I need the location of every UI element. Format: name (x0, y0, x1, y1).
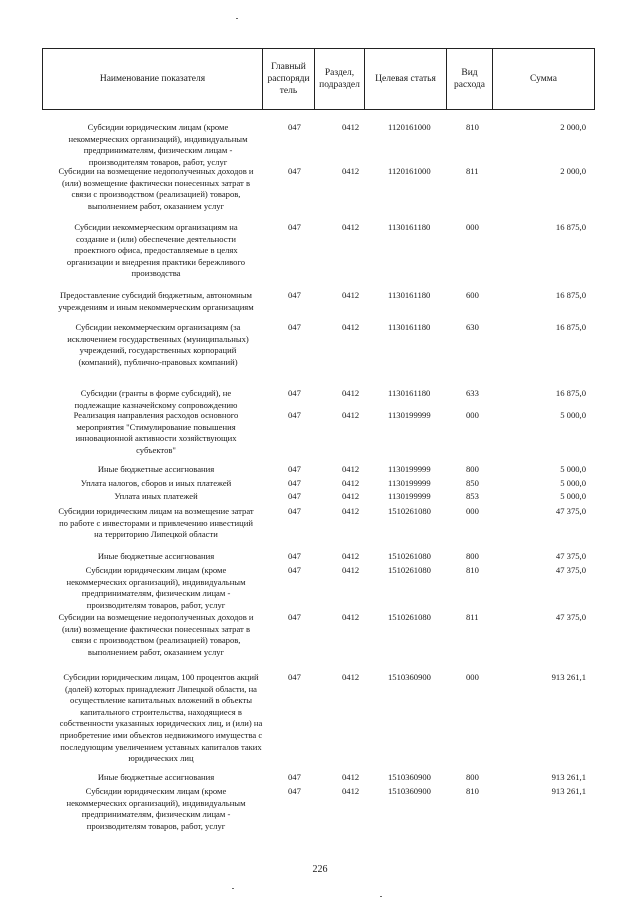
row-glav: 047 (288, 166, 301, 176)
row-glav: 047 (288, 506, 301, 516)
row-name: Субсидии юридическим лицам (кроме некоммерческих организаций), индивидуальным предпринимателям, физическим лицам - производителям товаров, работ, услуг (66, 786, 246, 831)
page-number: 226 (312, 864, 328, 875)
row-name: Субсидии некоммерческим организациям на создание и (или) обеспечение деятельности проектного офиса, предоставляемые в целях организации и внедрения практики бережливого производства (66, 222, 246, 279)
row-razdel: 0412 (342, 166, 360, 176)
row-glav: 047 (288, 672, 301, 682)
row-cel: 1510360900 (388, 786, 431, 796)
row-cel: 1130161180 (388, 222, 431, 232)
row-name: Иные бюджетные ассигнования (97, 551, 215, 561)
row-name: Субсидии юридическим лицам (кроме некоммерческих организаций), индивидуальным предпринимателям, физическим лицам - производителям товаров, работ, услуг (66, 565, 246, 610)
row-cel: 1510360900 (388, 772, 431, 782)
row-vid: 800 (466, 551, 479, 561)
header-glav: Главный распоряди тель (263, 49, 315, 110)
row-glav: 047 (288, 772, 301, 782)
row-name: Уплата налогов, сборов и иных платежей (80, 478, 232, 488)
row-glav: 047 (288, 322, 301, 332)
row-cel: 1130161180 (388, 322, 431, 332)
row-vid: 850 (466, 478, 479, 488)
scan-speck (380, 896, 382, 897)
row-summa: 47 375,0 (555, 551, 586, 561)
row-name: Уплата иных платежей (114, 491, 198, 501)
row-vid: 800 (466, 464, 479, 474)
row-name: Субсидии (гранты в форме субсидий), не подлежащие казначейскому сопровождению (74, 388, 238, 410)
row-summa: 2 000,0 (560, 122, 586, 132)
row-vid: 633 (466, 388, 479, 398)
row-vid: 000 (466, 222, 479, 232)
row-summa: 913 261,1 (551, 786, 586, 796)
row-summa: 5 000,0 (560, 464, 586, 474)
row-vid: 000 (466, 672, 479, 682)
row-cel: 1130199999 (388, 464, 431, 474)
row-summa: 5 000,0 (560, 478, 586, 488)
header-vid: Вид расхода (447, 49, 493, 110)
row-cel: 1120161000 (388, 122, 431, 132)
row-glav: 047 (288, 410, 301, 420)
row-glav: 047 (288, 388, 301, 398)
row-vid: 800 (466, 772, 479, 782)
scan-speck (236, 18, 238, 19)
row-summa: 47 375,0 (555, 612, 586, 622)
row-summa: 913 261,1 (551, 672, 586, 682)
row-glav: 047 (288, 290, 301, 300)
row-name: Субсидии юридическим лицам на возмещение затрат по работе с инвесторами и привлечению инвестиций на территорию Липецкой области (58, 506, 254, 540)
row-glav: 047 (288, 122, 301, 132)
row-glav: 047 (288, 222, 301, 232)
row-razdel: 0412 (342, 612, 360, 622)
row-vid: 000 (466, 506, 479, 516)
row-cel: 1130161180 (388, 290, 431, 300)
row-glav: 047 (288, 464, 301, 474)
row-razdel: 0412 (342, 786, 360, 796)
row-vid: 630 (466, 322, 479, 332)
row-summa: 16 875,0 (555, 222, 586, 232)
row-cel: 1120161000 (388, 166, 431, 176)
header-summa: Сумма (493, 49, 595, 110)
row-cel: 1510261080 (388, 551, 431, 561)
row-vid: 810 (466, 122, 479, 132)
row-summa: 47 375,0 (555, 565, 586, 575)
row-glav: 047 (288, 491, 301, 501)
row-razdel: 0412 (342, 290, 360, 300)
row-razdel: 0412 (342, 506, 360, 516)
row-cel: 1510261080 (388, 612, 431, 622)
row-name: Субсидии юридическим лицам, 100 процентов акций (долей) которых принадлежит Липецкой области, на осуществление капитальных вложений в объекты капитального строительства, находящиеся в собственности указанных юридических лиц, и (или) на приобретение ими объектов недвижимого имущества с последующим увеличением уставных капиталов таких юридических лиц (59, 672, 263, 764)
row-cel: 1130199999 (388, 410, 431, 420)
row-razdel: 0412 (342, 322, 360, 332)
row-glav: 047 (288, 565, 301, 575)
row-glav: 047 (288, 786, 301, 796)
row-vid: 811 (466, 612, 479, 622)
row-vid: 600 (466, 290, 479, 300)
row-vid: 853 (466, 491, 479, 501)
row-razdel: 0412 (342, 222, 360, 232)
row-razdel: 0412 (342, 772, 360, 782)
scan-speck (232, 888, 234, 889)
row-vid: 810 (466, 565, 479, 575)
header-cel: Целевая статья (365, 49, 447, 110)
row-razdel: 0412 (342, 388, 360, 398)
row-cel: 1130199999 (388, 478, 431, 488)
row-glav: 047 (288, 478, 301, 488)
row-razdel: 0412 (342, 478, 360, 488)
row-cel: 1130199999 (388, 491, 431, 501)
row-razdel: 0412 (342, 122, 360, 132)
row-summa: 5 000,0 (560, 491, 586, 501)
row-vid: 811 (466, 166, 479, 176)
row-name: Иные бюджетные ассигнования (97, 464, 215, 474)
row-summa: 913 261,1 (551, 772, 586, 782)
row-name: Субсидии юридическим лицам (кроме некоммерческих организаций), индивидуальным предпринимателям, физическим лицам - производителям товаров, работ, услуг (68, 122, 248, 167)
row-summa: 47 375,0 (555, 506, 586, 516)
row-name: Субсидии на возмещение недополученных доходов и (или) возмещение фактически понесенных затрат в связи с производством (реализацией) товаров, выполнением работ, оказанием услуг (58, 166, 254, 211)
row-razdel: 0412 (342, 464, 360, 474)
header-name: Наименование показателя (43, 49, 263, 110)
row-cel: 1130161180 (388, 388, 431, 398)
row-summa: 5 000,0 (560, 410, 586, 420)
row-razdel: 0412 (342, 672, 360, 682)
row-name: Предоставление субсидий бюджетным, автономным учреждениям и иным некоммерческим организациям (58, 290, 254, 312)
row-name: Субсидии некоммерческим организациям (за исключением государственных (муниципальных) учреждений, государственных корпораций (компаний), публично-правовых компаний) (67, 322, 249, 367)
row-name: Иные бюджетные ассигнования (97, 772, 215, 782)
row-summa: 2 000,0 (560, 166, 586, 176)
row-razdel: 0412 (342, 551, 360, 561)
row-cel: 1510261080 (388, 506, 431, 516)
row-razdel: 0412 (342, 565, 360, 575)
header-razdel: Раздел, подраздел (315, 49, 365, 110)
row-vid: 810 (466, 786, 479, 796)
row-name: Реализация направления расходов основного мероприятия "Стимулирование повышения инновационной активности хозяйствующих субъектов" (73, 410, 239, 455)
row-summa: 16 875,0 (555, 290, 586, 300)
row-cel: 1510360900 (388, 672, 431, 682)
row-razdel: 0412 (342, 410, 360, 420)
row-glav: 047 (288, 551, 301, 561)
row-razdel: 0412 (342, 491, 360, 501)
row-glav: 047 (288, 612, 301, 622)
row-summa: 16 875,0 (555, 322, 586, 332)
row-summa: 16 875,0 (555, 388, 586, 398)
row-vid: 000 (466, 410, 479, 420)
row-name: Субсидии на возмещение недополученных доходов и (или) возмещение фактически понесенных затрат в связи с производством (реализацией) товаров, выполнением работ, оказанием услуг (58, 612, 254, 657)
row-cel: 1510261080 (388, 565, 431, 575)
